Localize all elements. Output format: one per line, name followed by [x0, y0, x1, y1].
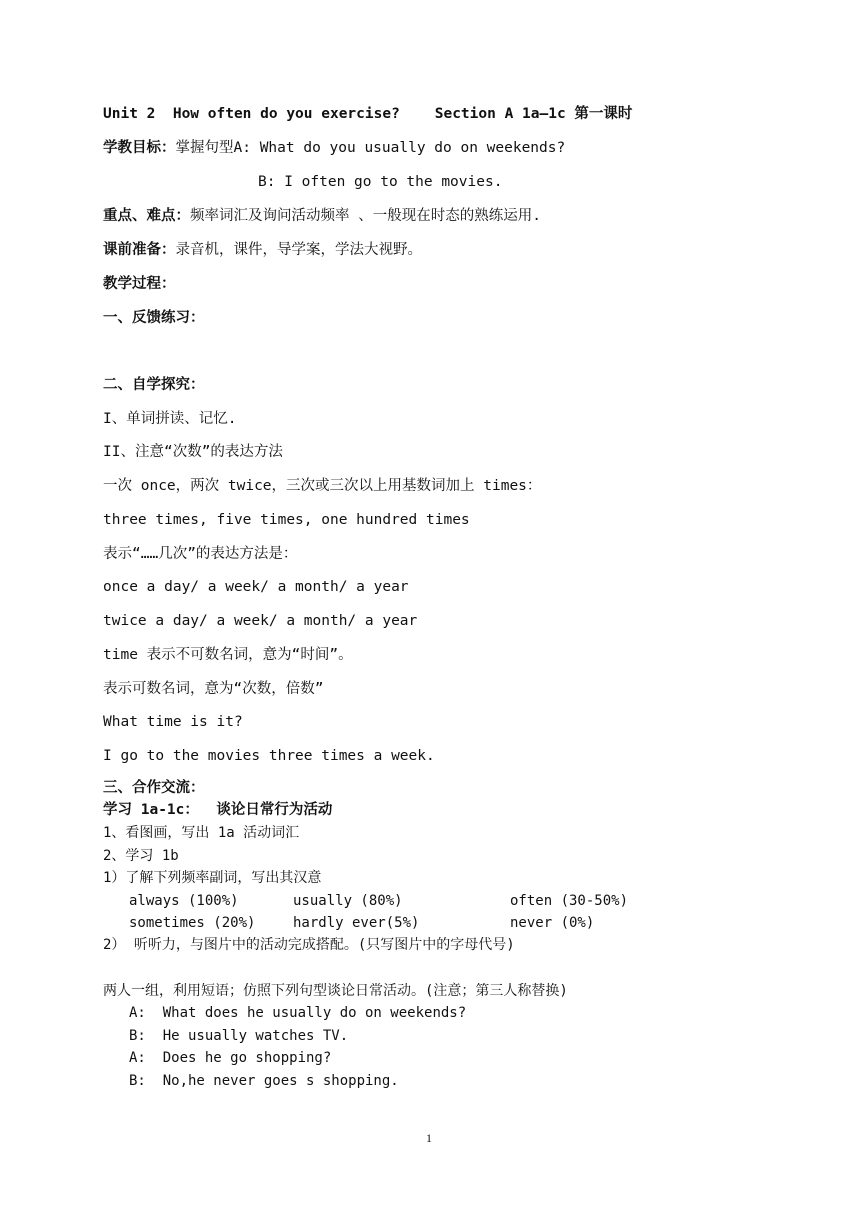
dialogue-text: He usually watches TV. [162, 1028, 349, 1044]
freq-item: always (100%) [129, 893, 239, 909]
prep-line [103, 241, 422, 259]
focus-line [103, 207, 541, 225]
page-number: 1 [426, 1131, 432, 1145]
freq-item: usually (80%) [293, 893, 403, 909]
dialogue-text: No,he never goes s shopping. [162, 1073, 399, 1089]
self-study-line: What time is it? [103, 714, 243, 730]
dialogue-speaker: B: [129, 1073, 146, 1089]
freq-item: sometimes (20%) [129, 915, 256, 931]
section-2-heading: 二、自学探究： [103, 377, 205, 393]
lesson-title: Unit 2 How often do you exercise? Section A 1a—1c 第一课时 [103, 106, 633, 122]
freq-item: never (0%) [510, 915, 595, 931]
step-2-2: 2） 听听力，与图片中的活动完成搭配。(只写图片中的字母代号) [103, 937, 515, 953]
self-study-line: time 表示不可数名词，意为“时间”。 [103, 647, 353, 663]
self-study-line: 表示“……几次”的表达方法是： [103, 546, 298, 562]
dialogue-text: Does he go shopping? [162, 1050, 332, 1066]
section-3-heading: 三、合作交流： [103, 780, 205, 796]
prep-label: 课前准备： [103, 242, 176, 258]
process-heading: 教学过程： [103, 276, 176, 292]
step-2: 2、学习 1b [103, 848, 179, 864]
self-study-line: 表示可数名词，意为“次数，倍数” [103, 681, 324, 697]
dialogue-text: What does he usually do on weekends? [162, 1005, 467, 1021]
dialogue-line [129, 1004, 466, 1022]
self-study-line: twice a day/ a week/ a month/ a year [103, 613, 418, 629]
self-study-line: three times, five times, one hundred times [103, 512, 470, 528]
focus-label: 重点、难点： [103, 208, 190, 224]
pair-work-instruction: 两人一组，利用短语；仿照下列句型谈论日常活动。(注意；第三人称替换) [103, 983, 568, 999]
section-1-heading: 一、反馈练习： [103, 310, 205, 326]
dialogue-speaker: B: [129, 1028, 146, 1044]
study-heading: 学习 1a-1c： 谈论日常行为活动 [103, 802, 333, 818]
dialogue-speaker: A: [129, 1050, 146, 1066]
freq-item: often (30-50%) [510, 893, 629, 909]
self-study-line: II、注意“次数”的表达方法 [103, 444, 283, 460]
self-study-line: I go to the movies three times a week. [103, 748, 435, 764]
dialogue-line [129, 1049, 331, 1067]
dialogue-line [129, 1027, 348, 1045]
self-study-line: I、单词拼读、记忆. [103, 411, 237, 427]
prep-text: 录音机，课件，导学案，学法大视野。 [175, 242, 422, 258]
goal-text-a: 掌握句型A: What do you usually do on weekends? [175, 140, 566, 156]
goal-text-b: B: I often go to the movies. [258, 174, 503, 190]
self-study-line: 一次 once，两次 twice，三次或三次以上用基数词加上 times： [103, 478, 542, 494]
goal-line-1 [103, 139, 565, 157]
goal-label: 学教目标： [103, 140, 176, 156]
dialogue-speaker: A: [129, 1005, 146, 1021]
focus-text: 频率词汇及询问活动频率 、一般现在时态的熟练运用. [190, 208, 541, 224]
dialogue-line [129, 1072, 399, 1090]
self-study-line: once a day/ a week/ a month/ a year [103, 579, 409, 595]
step-1: 1、看图画，写出 1a 活动词汇 [103, 825, 300, 841]
step-2-1: 1）了解下列频率副词，写出其汉意 [103, 870, 322, 886]
freq-item: hardly ever(5%) [293, 915, 420, 931]
